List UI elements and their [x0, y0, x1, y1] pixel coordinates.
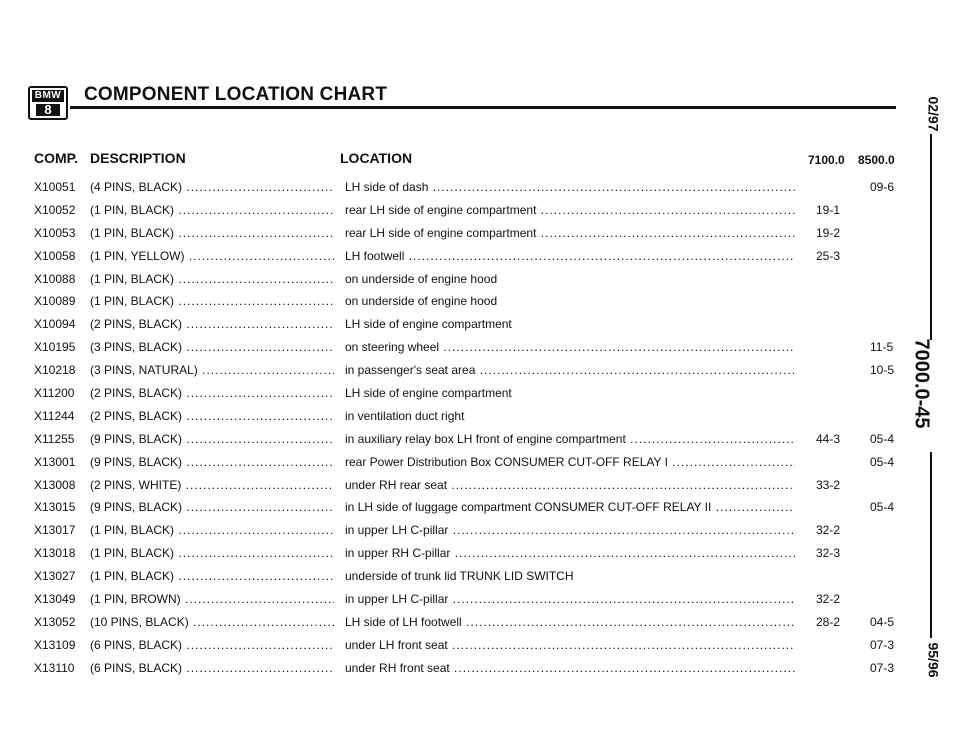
description-cell: (1 PIN, BLACK) ..... — [90, 222, 334, 244]
ref-7100-cell: 33-2 — [816, 477, 841, 492]
description-cell: (1 PIN, BLACK) ..... — [90, 542, 334, 564]
comp-cell: X13008 — [34, 477, 76, 492]
table-row — [0, 565, 960, 588]
table-row — [0, 588, 960, 611]
location-cell: on underside of engine hood — [345, 294, 498, 309]
series-8-badge — [32, 104, 64, 116]
edition-date-top: 02/97 — [925, 96, 942, 132]
ref-7100-cell: 32-2 — [816, 592, 841, 607]
description-cell: (1 PIN, YELLOW) ..... — [90, 245, 334, 267]
column-header-7100: 7100.0 — [808, 153, 845, 167]
description-cell: (1 PIN, BLACK) ..... — [90, 268, 334, 290]
location-cell: underside of trunk lid TRUNK LID SWITCH — [345, 569, 574, 584]
bmw-logo — [28, 86, 68, 120]
comp-cell: X13018 — [34, 546, 76, 561]
comp-cell: X10053 — [34, 225, 76, 240]
ref-8500-cell: 05-4 — [870, 500, 895, 515]
comp-cell: X13052 — [34, 614, 76, 629]
comp-cell: X13015 — [34, 500, 76, 515]
comp-cell: X13110 — [34, 660, 75, 675]
bmw-logo-text: BMW — [32, 90, 64, 102]
comp-cell: X10089 — [34, 294, 76, 309]
table-row — [0, 451, 960, 474]
table-row — [0, 268, 960, 291]
location-cell: rear LH side of engine compartment ..... — [345, 199, 795, 221]
location-cell: in auxiliary relay box LH front of engine compartment ..... — [345, 428, 795, 450]
location-cell: in upper LH C-pillar ..... — [345, 519, 795, 541]
location-cell: under RH rear seat ..... — [345, 474, 795, 496]
description-cell: (1 PIN, BLACK) ..... — [90, 290, 334, 312]
comp-cell: X11200 — [34, 386, 75, 401]
ref-7100-cell: 19-2 — [816, 225, 841, 240]
comp-cell: X11255 — [34, 431, 75, 446]
comp-cell: X10052 — [34, 202, 76, 217]
description-cell: (2 PINS, BLACK) ..... — [90, 382, 334, 404]
ref-7100-cell: 19-1 — [816, 202, 841, 217]
ref-8500-cell: 07-3 — [870, 660, 895, 675]
ref-7100-cell: 32-2 — [816, 523, 841, 538]
comp-cell: X13027 — [34, 569, 76, 584]
comp-cell: X13109 — [34, 637, 76, 652]
location-cell: in upper LH C-pillar ..... — [345, 588, 795, 610]
table-row — [0, 496, 960, 519]
description-cell: (1 PIN, BLACK) ..... — [90, 519, 334, 541]
description-cell: (10 PINS, BLACK) ..... — [90, 611, 334, 633]
column-header-comp: COMP. — [34, 150, 79, 166]
location-cell: in upper RH C-pillar ..... — [345, 542, 795, 564]
table-row — [0, 222, 960, 245]
table-row — [0, 657, 960, 680]
location-cell: LH footwell ..... — [345, 245, 795, 267]
comp-cell: X10088 — [34, 271, 76, 286]
ref-8500-cell: 10-5 — [870, 363, 895, 378]
location-cell: in ventilation duct right — [345, 408, 465, 423]
table-row — [0, 359, 960, 382]
table-row — [0, 405, 960, 428]
ref-8500-cell: 11-5 — [870, 340, 894, 355]
description-cell: (2 PINS, WHITE) ..... — [90, 474, 334, 496]
location-cell: LH side of engine compartment — [345, 386, 512, 401]
location-cell: on steering wheel ..... — [345, 336, 795, 358]
ref-8500-cell: 07-3 — [870, 637, 895, 652]
description-cell: (6 PINS, BLACK) ..... — [90, 634, 334, 656]
table-row — [0, 474, 960, 497]
location-cell: under RH front seat ..... — [345, 657, 795, 679]
description-cell: (9 PINS, BLACK) ..... — [90, 451, 334, 473]
ref-8500-cell: 09-6 — [870, 180, 895, 194]
description-cell: (4 PINS, BLACK) ..... — [90, 176, 334, 198]
description-cell: (9 PINS, BLACK) ..... — [90, 428, 334, 450]
table-row — [0, 245, 960, 268]
comp-cell: X10094 — [34, 317, 76, 332]
description-cell: (2 PINS, BLACK) ..... — [90, 405, 334, 427]
ref-8500-cell: 05-4 — [870, 454, 895, 469]
column-header-8500: 8500.0 — [858, 153, 895, 167]
location-cell: LH side of dash ..... — [345, 176, 795, 198]
page-title: COMPONENT LOCATION CHART — [84, 84, 388, 105]
comp-cell: X13049 — [34, 592, 76, 607]
comp-cell: X10058 — [34, 248, 76, 263]
description-cell: (1 PIN, BROWN) ..... — [90, 588, 334, 610]
table-row — [0, 313, 960, 336]
description-cell: (3 PINS, NATURAL) ..... — [90, 359, 334, 381]
comp-cell: X10051 — [34, 180, 76, 194]
table-row — [0, 634, 960, 657]
comp-cell: X11244 — [34, 408, 75, 423]
description-cell: (9 PINS, BLACK) ..... — [90, 496, 334, 518]
table-row — [0, 519, 960, 542]
description-cell: (3 PINS, BLACK) ..... — [90, 336, 334, 358]
location-cell: rear Power Distribution Box CONSUMER CUT-OFF RELAY I ..... — [345, 451, 795, 473]
description-cell: (1 PIN, BLACK) ..... — [90, 199, 334, 221]
comp-cell: X10195 — [34, 340, 76, 355]
table-row — [0, 290, 960, 313]
location-cell: rear LH side of engine compartment ..... — [345, 222, 795, 244]
location-cell: on underside of engine hood — [345, 271, 498, 286]
description-cell: (1 PIN, BLACK) ..... — [90, 565, 334, 587]
location-cell: LH side of engine compartment — [345, 317, 512, 332]
component-table — [0, 176, 960, 680]
ref-7100-cell: 28-2 — [816, 614, 841, 629]
comp-cell: X13017 — [34, 523, 76, 538]
location-cell: in passenger's seat area ..... — [345, 359, 795, 381]
table-row — [0, 336, 960, 359]
column-header-description: DESCRIPTION — [90, 150, 186, 166]
table-row — [0, 428, 960, 451]
location-cell: under LH front seat ..... — [345, 634, 795, 656]
column-header-location: LOCATION — [340, 150, 413, 166]
ref-8500-cell: 04-5 — [870, 614, 895, 629]
ref-7100-cell: 32-3 — [816, 546, 841, 561]
ref-8500-cell: 05-4 — [870, 431, 895, 446]
title-divider — [70, 106, 896, 109]
ref-7100-cell: 44-3 — [816, 431, 841, 446]
comp-cell: X13001 — [34, 454, 76, 469]
page-number: 7000.0-45 — [910, 338, 933, 429]
comp-cell: X10218 — [34, 363, 76, 378]
description-cell: (2 PINS, BLACK) ..... — [90, 313, 334, 335]
model-year: 95/96 — [925, 642, 942, 678]
table-row — [0, 176, 960, 199]
table-row — [0, 382, 960, 405]
location-cell: in LH side of luggage compartment CONSUMER CUT-OFF RELAY II ..... — [345, 496, 795, 518]
description-cell: (6 PINS, BLACK) ..... — [90, 657, 334, 679]
location-cell: LH side of LH footwell ..... — [345, 611, 795, 633]
table-row — [0, 542, 960, 565]
table-row — [0, 199, 960, 222]
series-number: 8 — [36, 104, 59, 116]
ref-7100-cell: 25-3 — [816, 248, 841, 263]
table-row — [0, 611, 960, 634]
